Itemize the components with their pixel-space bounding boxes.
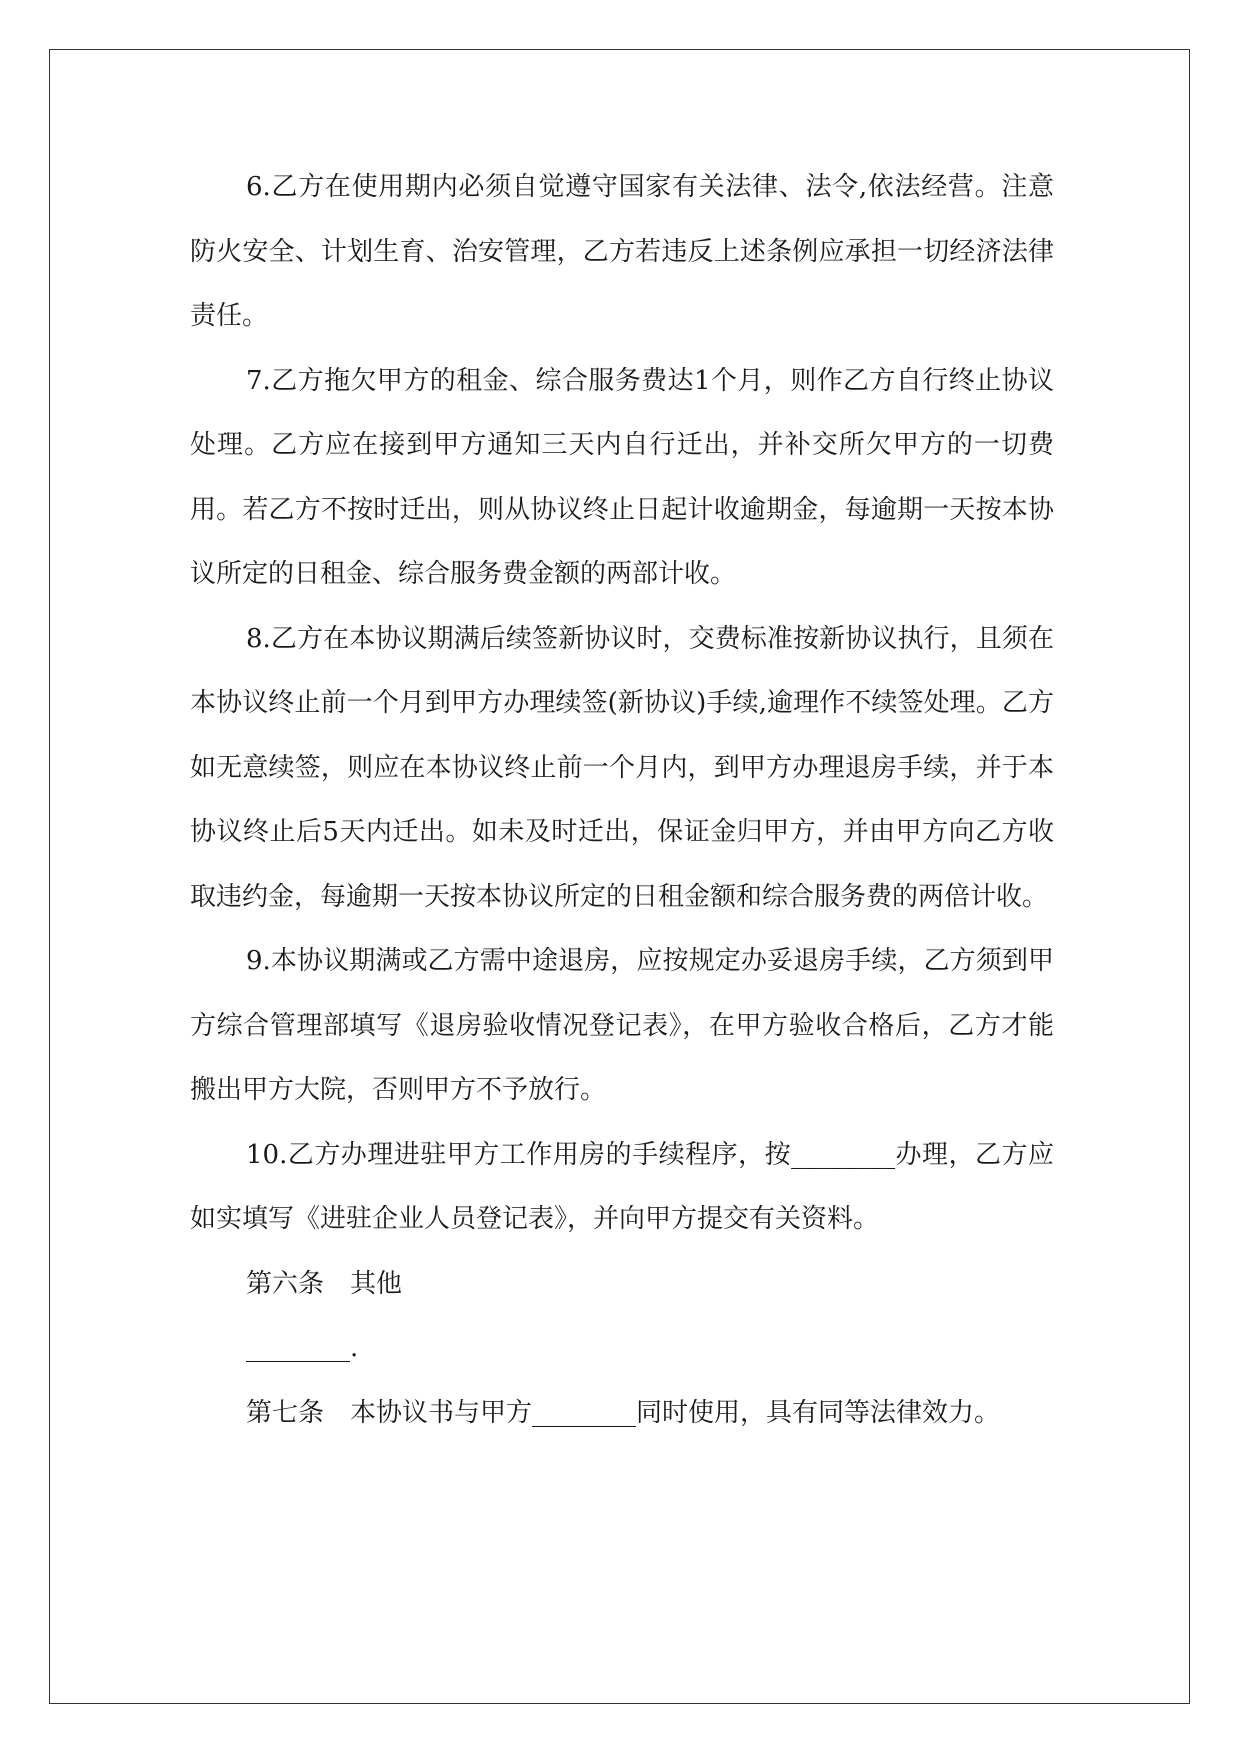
clause-6: 6.乙方在使用期内必须自觉遵守国家有关法律、法令,依法经营。注意防火安全、计划生育、治安管理，乙方若违反上述条例应承担一切经济法律责任。	[190, 172, 1054, 331]
clause-10: 10.乙方办理进驻甲方工作用房的手续程序，按________办理，乙方应如实填写《进驻企业人员登记表》，并向甲方提交有关资料。	[190, 1139, 1054, 1234]
article-6-blank: ________.	[246, 1333, 359, 1363]
clause-9: 9.本协议期满或乙方需中途退房，应按规定办妥退房手续，乙方须到甲方综合管理部填写《退房验收情况登记表》，在甲方验收合格后，乙方才能搬出甲方大院，否则甲方不予放行。	[190, 946, 1054, 1105]
clause-8: 8.乙方在本协议期满后续签新协议时，交费标准按新协议执行，且须在本协议终止前一个月到甲方办理续签(新协议)手续,逾理作不续签处理。乙方如无意续签，则应在本协议终止前一个月内，到甲方办理退房手续，并于本协议终止后5天内迁出。如未及时迁出，保证金归甲方，并由甲方向乙方收取违约金，每逾期一天按本协议所定的日租金额和综合服务费的两倍计收。	[190, 623, 1054, 912]
document-body	[190, 155, 1054, 1445]
article-7: 第七条 本协议书与甲方________同时使用，具有同等法律效力。	[246, 1397, 1001, 1428]
clause-7: 7.乙方拖欠甲方的租金、综合服务费达1个月，则作乙方自行终止协议处理。乙方应在接到甲方通知三天内自行迁出，并补交所欠甲方的一切费用。若乙方不按时迁出，则从协议终止日起计收逾期金，每逾期一天按本协议所定的日租金、综合服务费金额的两部计收。	[190, 365, 1054, 589]
article-6-heading: 第六条 其他	[246, 1268, 403, 1299]
